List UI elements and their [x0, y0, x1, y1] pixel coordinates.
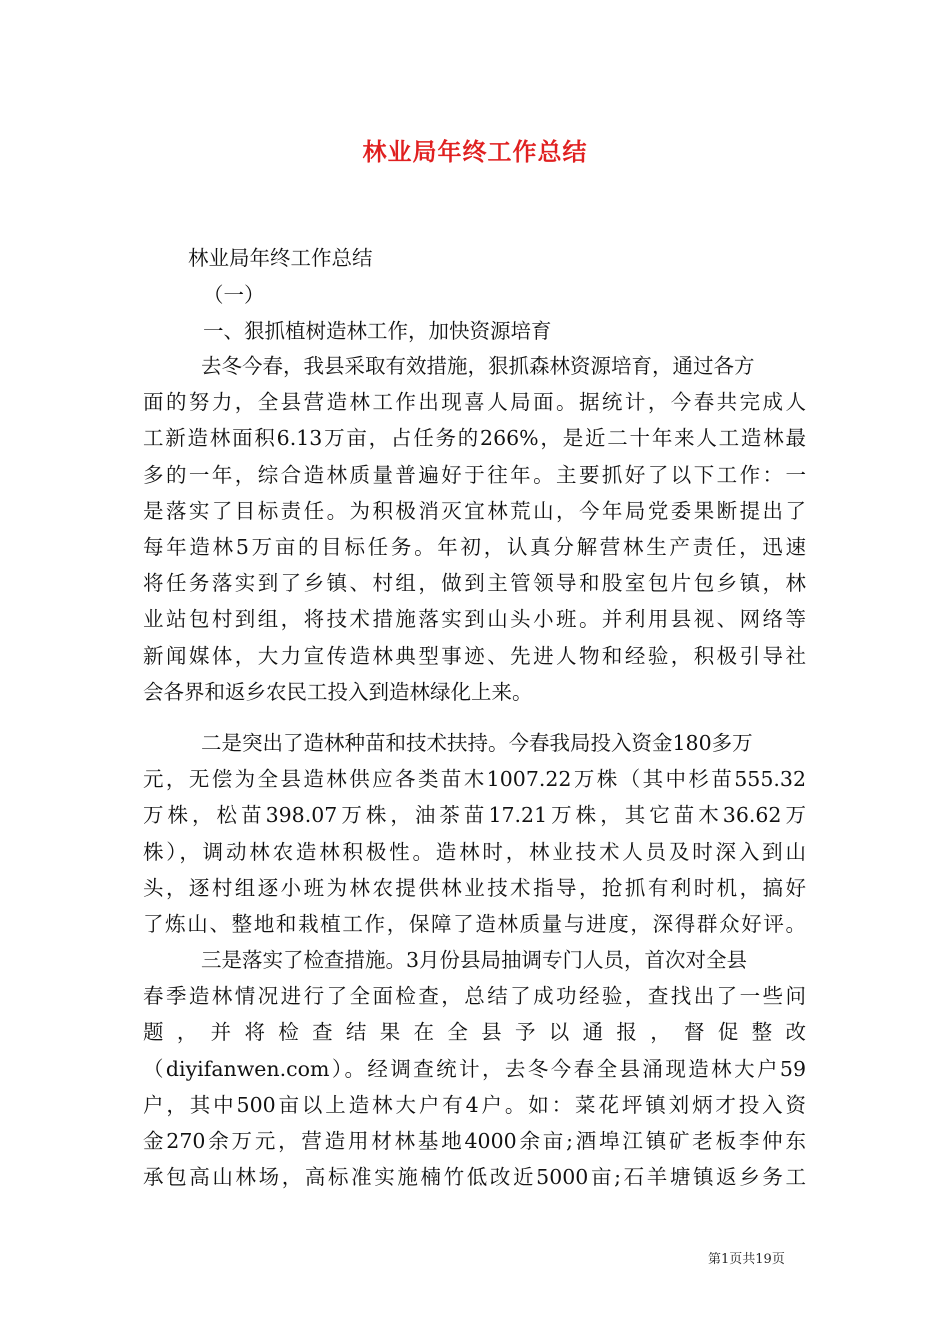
- text-line: （diyifanwen.com）。经调查统计，去冬今春全县涌现造林大户59: [143, 1056, 806, 1081]
- text-line: 是落实了目标责任。为积极消灭宜林荒山，今年局党委果断提出了: [143, 498, 806, 523]
- text-line: 金270余万元，营造用材林基地4000余亩;酒埠江镇矿老板李仲东: [143, 1128, 806, 1153]
- text-line: 每年造林5万亩的目标任务。年初，认真分解营林生产责任，迅速: [143, 534, 806, 559]
- text-line: 会各界和返乡农民工投入到造林绿化上来。: [143, 679, 533, 704]
- text-line: 承包高山林场，高标准实施楠竹低改近5000亩;石羊塘镇返乡务工: [143, 1165, 806, 1190]
- text-line: 面的努力，全县营造林工作出现喜人局面。据统计，今春共完成人: [143, 390, 806, 415]
- text-line: 将任务落实到了乡镇、村组，做到主管领导和股室包片包乡镇，林: [143, 571, 806, 596]
- text-line: 工新造林面积6.13万亩，占任务的266%，是近二十年来人工造林最: [143, 426, 806, 451]
- text-line: 春季造林情况进行了全面检查，总结了成功经验，查找出了一些问: [143, 984, 806, 1009]
- text-line: 业站包村到组，将技术措施落实到山头小班。并利用县视、网络等: [143, 607, 806, 632]
- paragraph-1: [143, 348, 806, 710]
- page-number: 第1页共19页: [708, 1252, 785, 1267]
- text-line: 去冬今春，我县采取有效措施，狠抓森林资源培育，通过各方: [201, 354, 755, 378]
- text-line: 题，并将检查结果在全县予以通报，督促整改: [143, 1020, 806, 1045]
- text-line: 二是突出了造林种苗和技术扶持。今春我局投入资金180多万: [201, 731, 753, 755]
- text-line: 了炼山、整地和栽植工作，保障了造林质量与进度，深得群众好评。: [143, 911, 806, 936]
- paragraph-2: [143, 725, 806, 942]
- section-heading: 一、狠抓植树造林工作，加快资源培育: [203, 319, 552, 343]
- text-line: 元，无偿为全县造林供应各类苗木1007.22万株（其中杉苗555.32: [143, 767, 806, 792]
- text-line: 多的一年，综合造林质量普遍好于往年。主要抓好了以下工作：一: [143, 462, 806, 487]
- text-line: 户，其中500亩以上造林大户有4户。如：菜花坪镇刘炳才投入资: [143, 1092, 806, 1117]
- paragraph-3: [143, 942, 806, 1195]
- section-number: （一）: [203, 283, 265, 307]
- document-subtitle: 林业局年终工作总结: [188, 246, 373, 270]
- text-line: 株），调动林农造林积极性。造林时，林业技术人员及时深入到山: [143, 839, 806, 864]
- page-title: 林业局年终工作总结: [362, 137, 588, 166]
- text-line: 新闻媒体，大力宣传造林典型事迹、先进人物和经验，积极引导社: [143, 643, 806, 668]
- text-line: 万株，松苗398.07万株，油茶苗17.21万株，其它苗木36.62万: [143, 803, 806, 828]
- text-line: 头，逐村组逐小班为林农提供林业技术指导，抢抓有利时机，搞好: [143, 875, 806, 900]
- text-line: 三是落实了检查措施。3月份县局抽调专门人员，首次对全县: [201, 948, 748, 972]
